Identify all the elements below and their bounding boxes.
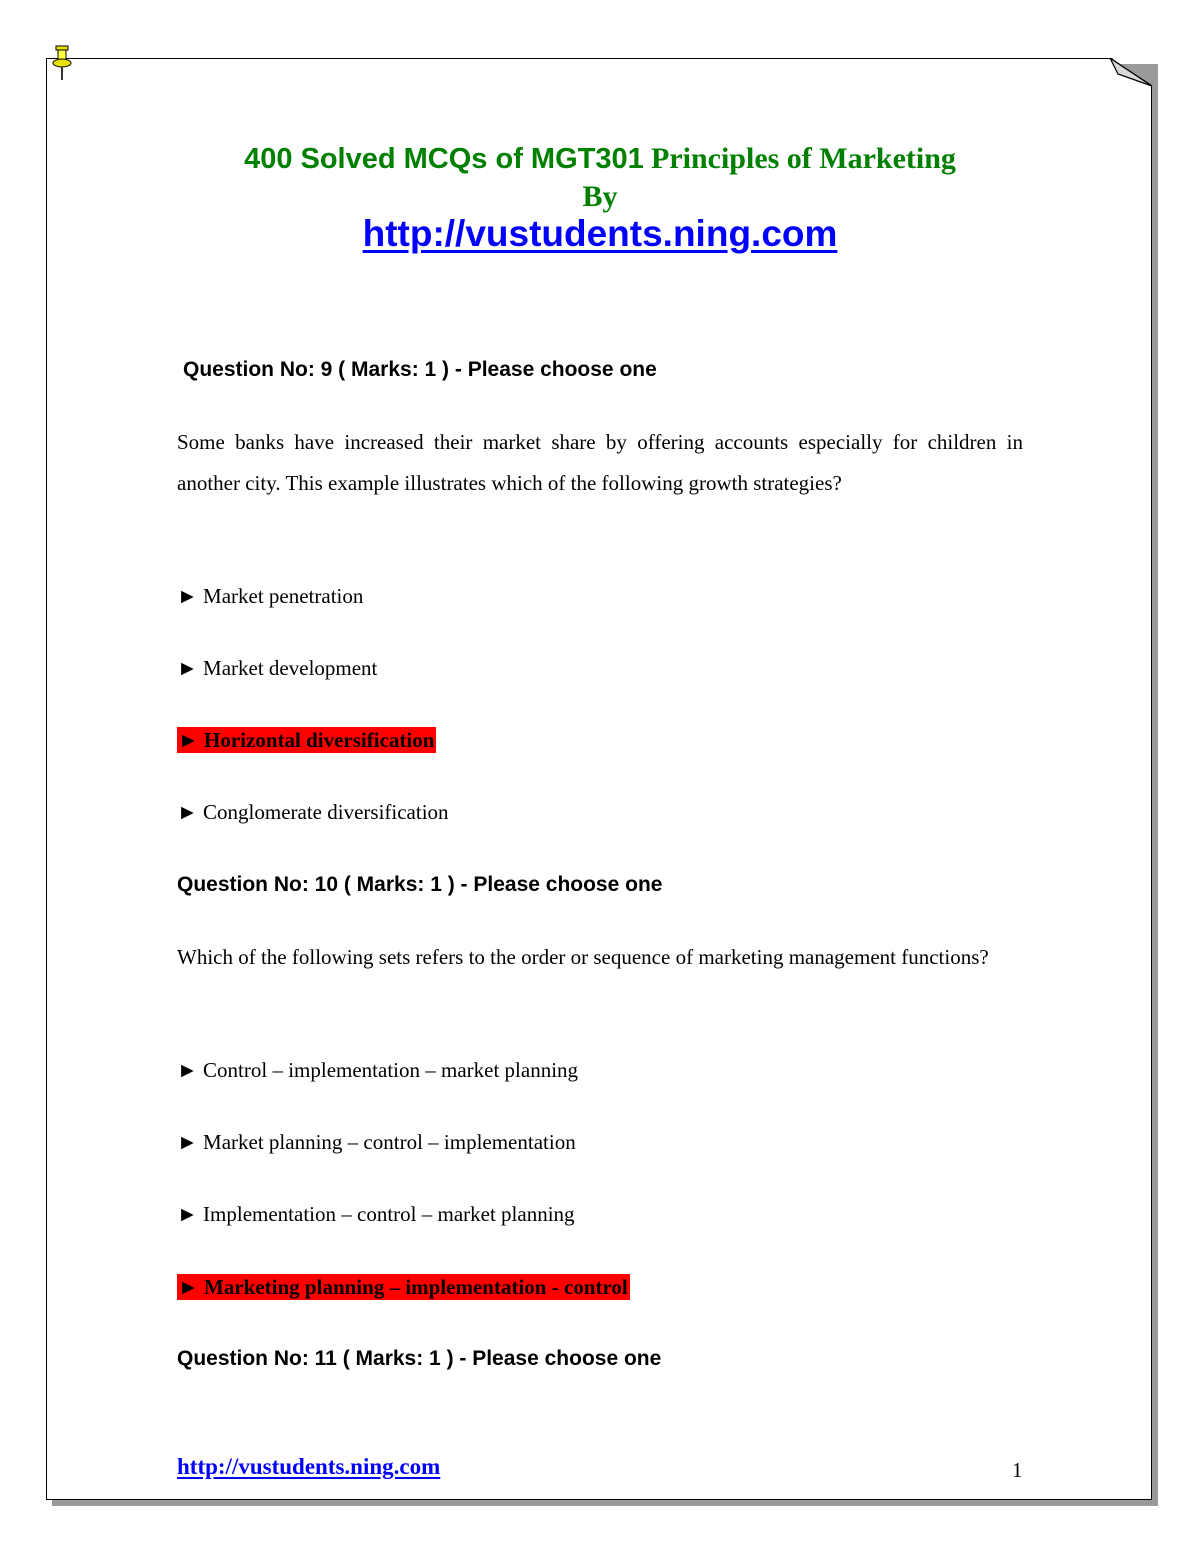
title-by: By xyxy=(582,180,618,213)
question-text: Some banks have increased their market share by offering accounts especially for children in another city. This example illustrates which of the following growth strategies? xyxy=(177,430,1023,495)
answer-option: ► Implementation – control – market planning xyxy=(177,1202,575,1226)
header-link[interactable]: http://vustudents.ning.com xyxy=(362,213,838,254)
title-subject: Principles of Marketing xyxy=(650,142,956,175)
answer-option: ► Control – implementation – market planning xyxy=(177,1058,579,1082)
question-text: Which of the following sets refers to the order or sequence of marketing management functions? xyxy=(177,945,989,969)
answer-option: ► Market penetration xyxy=(177,584,364,608)
answer-option-correct: ► Horizontal diversification xyxy=(178,728,435,752)
answer-option: ► Conglomerate diversification xyxy=(177,800,449,824)
answer-option-correct: ► Marketing planning – implementation - control xyxy=(178,1275,628,1299)
answer-option: ► Market planning – control – implementation xyxy=(177,1130,576,1154)
question-heading: Question No: 11 ( Marks: 1 ) - Please choose one xyxy=(177,1347,662,1370)
page-number: 1 xyxy=(1012,1458,1023,1482)
title-course: 400 Solved MCQs of MGT301 xyxy=(244,143,644,175)
question-heading: Question No: 10 ( Marks: 1 ) - Please choose one xyxy=(177,873,663,896)
answer-option: ► Market development xyxy=(177,656,378,680)
question-heading: Question No: 9 ( Marks: 1 ) - Please choose one xyxy=(183,358,657,381)
footer-link[interactable]: http://vustudents.ning.com xyxy=(177,1454,441,1479)
document-title xyxy=(0,142,1200,176)
